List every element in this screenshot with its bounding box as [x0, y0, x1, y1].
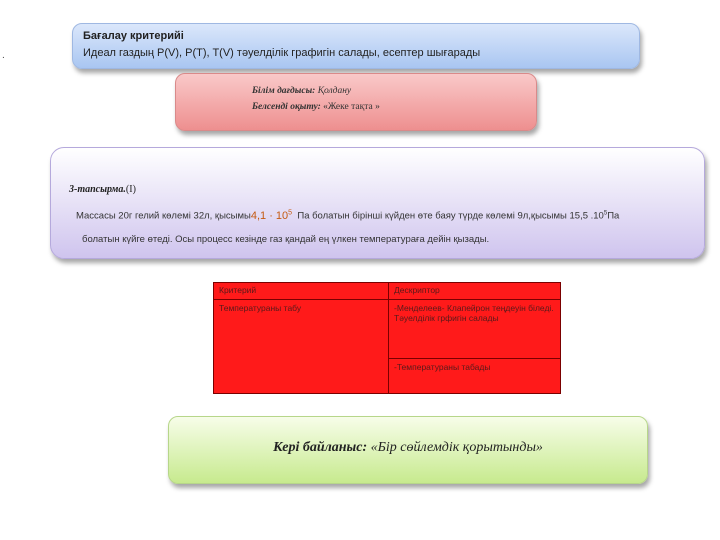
feedback-value: «Бір сөйлемдік қорытынды»	[370, 440, 543, 455]
task-title	[69, 184, 136, 195]
stray-dot: .	[2, 50, 5, 61]
task-text-part-c: Па	[607, 210, 620, 222]
skills-box	[175, 73, 537, 131]
criteria-text: Идеал газдың P(V), P(T), T(V) тәуелділік графигін салады, есептер шығарады	[83, 47, 481, 59]
task-text-part-b: Па болатын бірінші күйден өте баяу түрде көлемі 9л,қысымы 15,5 .10	[297, 210, 604, 222]
criteria-box	[72, 23, 640, 69]
task-number: 3-тапсырма.	[69, 184, 126, 195]
active-learning-label: Белсенді оқыту:	[252, 102, 321, 112]
table-row	[214, 283, 561, 300]
task-level: (I)	[125, 184, 136, 195]
task-text-line2: болатын күйге өтеді. Осы процесс кезінде газ қандай ең үлкен температураға дейін қызады.	[82, 234, 490, 245]
active-learning-value: «Жеке тақта »	[323, 102, 380, 112]
descriptor-cell-1: -Менделеев- Клапейрон теңдеуін біледі. Тәуелділік грфигін салады	[389, 300, 561, 359]
feedback-text	[169, 440, 647, 456]
criterion-cell: Температураны табу	[214, 300, 389, 394]
task-text-line1	[76, 209, 619, 222]
pressure-exponent: 5	[603, 210, 608, 217]
criteria-title: Бағалау критерийі	[83, 30, 184, 42]
task-text-part-a: Массасы 20г гелий көлемі 32л, қысымы	[76, 210, 251, 222]
skill-level-line	[252, 86, 351, 96]
skill-level-value: Қолдану	[317, 86, 352, 96]
pressure-value: $4,1 \cdot 10^5$	[250, 209, 293, 222]
descriptor-cell-2: -Температураны табады	[389, 359, 561, 394]
rubric-table	[213, 282, 561, 394]
active-learning-line	[252, 102, 380, 112]
header-criterion: Критерий	[214, 283, 389, 300]
task-box	[50, 147, 705, 259]
table-row	[214, 300, 561, 359]
feedback-box	[168, 416, 648, 484]
skill-level-label: Білім дағдысы:	[252, 86, 316, 96]
feedback-label: Кері байланыс:	[273, 440, 368, 455]
header-descriptor: Дескриптор	[389, 283, 561, 300]
